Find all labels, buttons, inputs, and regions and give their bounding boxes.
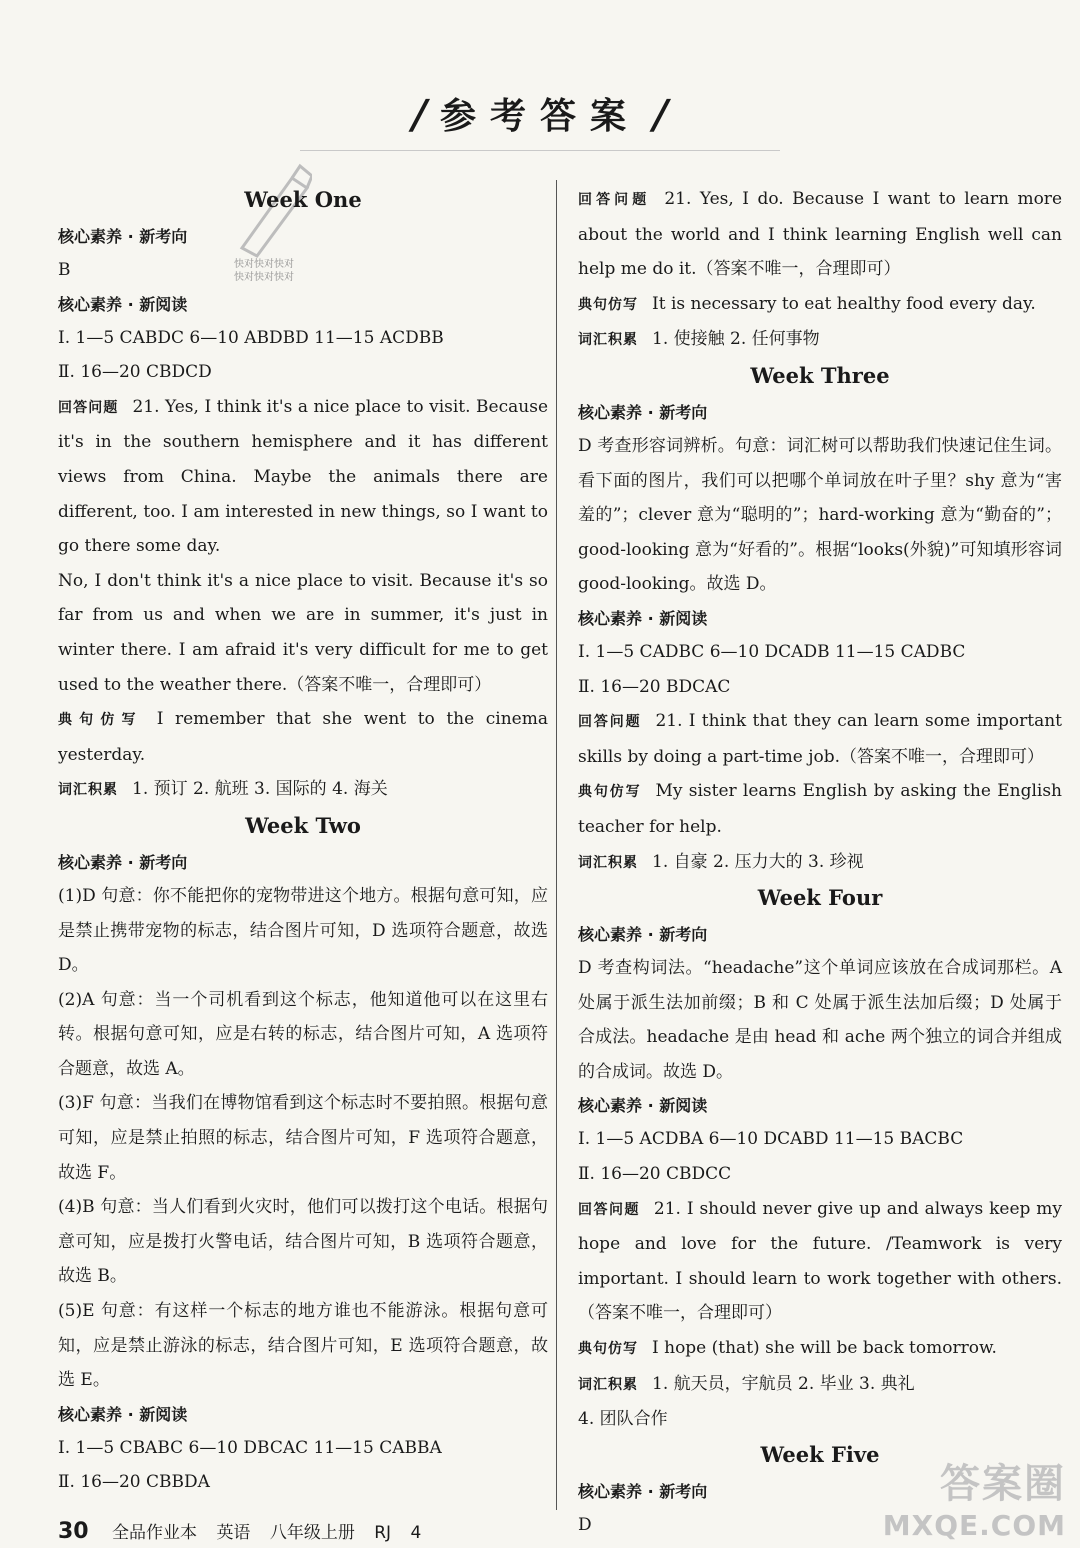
explanation-text: D 考查构词法。“headache”这个单词应该放在合成词那栏。A 处属于派生法加前缀；B 和 C 处属于派生法加后缀；D 处属于合成法。headache 是由 head 和 ache 两个独立的词合并组成的合成词。故选 D。 xyxy=(578,958,1062,1082)
page-number: 30 xyxy=(58,1519,89,1544)
sentence-paragraph xyxy=(578,287,1062,323)
qa-paragraph xyxy=(578,182,1062,287)
answer-text: D xyxy=(578,1514,592,1535)
column-divider xyxy=(556,180,557,1510)
section-label: 核心素养 · 新考向 xyxy=(58,852,188,872)
week-three-title: Week Three xyxy=(750,362,890,388)
qa-label: 回答问题 xyxy=(578,192,651,208)
page-footer xyxy=(58,1518,435,1544)
reading-answers-1: Ⅰ. 1—5 CABDC 6—10 ABDBD 11—15 ACDBB xyxy=(58,327,444,348)
qa-paragraph xyxy=(578,704,1062,774)
qa-label: 回答问题 xyxy=(58,399,119,416)
subject: 英语 xyxy=(216,1523,251,1543)
qa-paragraph xyxy=(578,1192,1062,1331)
watermark-stamp-line-2: 快对快对快对 xyxy=(234,272,294,283)
site-watermark-bottom: MXQE.COM xyxy=(882,1509,1066,1542)
qa-text: 21. Yes, I do. Because I want to learn more about the world and I think learning English well can help me do it.（答案不唯一，合理即可） xyxy=(578,189,1062,280)
explanation-item: (3)F 句意：当我们在博物馆看到这个标志时不要拍照。根据句意可知，应是禁止拍照的标志，结合图片可知，F 选项符合题意，故选 F。 xyxy=(58,1093,548,1183)
vocab-label: 词汇积累 xyxy=(578,332,638,349)
sentence-text: I remember that she went to the cinema yesterday. xyxy=(58,709,548,765)
sentence-paragraph xyxy=(58,702,548,772)
qa-text: 21. Yes, I think it's a nice place to visit. Because it's in the southern hemisphere and it has different views from China. Maybe the animals there are different, too. I am interested in new things, so I want to go there some day. xyxy=(58,396,548,557)
explanation-item: (1)D 句意：你不能把你的宠物带进这个地方。根据句意可知，应是禁止携带宠物的标志，结合图片可知，D 选项符合题意，故选 D。 xyxy=(58,885,548,976)
qa-paragraph xyxy=(58,390,548,564)
reading-answers-2: Ⅱ. 16—20 BDCAC xyxy=(578,676,731,697)
reading-answers-2: Ⅱ. 16—20 CBBDA xyxy=(58,1472,210,1493)
vocab-text: 1. 预订 2. 航班 3. 国际的 4. 海关 xyxy=(132,779,388,800)
reading-answers-2: Ⅱ. 16—20 CBDCD xyxy=(58,362,212,383)
week-one-title: Week One xyxy=(244,187,362,212)
vocab-text: 1. 使接触 2. 任何事物 xyxy=(652,329,820,350)
sentence-paragraph xyxy=(578,1331,1062,1367)
section-label: 核心素养 · 新考向 xyxy=(578,402,708,422)
explanation-item: (4)B 句意：当人们看到火灾时，他们可以拨打这个电话。根据句意可知，应是拨打火警电话，结合图片可知，B 选项符合题意，故选 B。 xyxy=(58,1197,548,1287)
qa-label: 回答问题 xyxy=(578,1201,640,1218)
vocab-line xyxy=(578,322,1062,358)
site-watermark-logo xyxy=(883,1452,1066,1542)
section-label: 核心素养 · 新阅读 xyxy=(58,294,188,314)
right-column xyxy=(578,182,1062,1542)
banner-slash-left: / xyxy=(407,92,432,138)
sentence-label: 典句仿写 xyxy=(578,784,642,801)
page-title: 参考答案 xyxy=(439,96,640,137)
book-name: 全品作业本 xyxy=(112,1523,198,1543)
week-five-title: Week Five xyxy=(760,1441,880,1467)
vocab-label: 词汇积累 xyxy=(58,782,118,799)
explanation-text: D 考查形容词辨析。句意：词汇树可以帮助我们快速记住生词。看下面的图片，我们可以把哪个单词放在叶子里？shy 意为“害羞的”；clever 意为“聪明的”；hard-working 意为“勤奋的”；good-looking 意为“好看的”。根据“looks(外貌)”可知填形容词 good-looking。故选 D。 xyxy=(578,435,1062,595)
explanation-item: (5)E 句意：有这样一个标志的地方谁也不能游泳。根据句意可知，应是禁止游泳的标志，结合图片可知，E 选项符合题意，故选 E。 xyxy=(58,1301,548,1391)
sentence-paragraph xyxy=(578,774,1062,844)
reading-answers-1: Ⅰ. 1—5 CADBC 6—10 DCADB 11—15 CADBC xyxy=(578,641,966,662)
site-watermark-top: 答案圈 xyxy=(940,1461,1066,1507)
week-four-title: Week Four xyxy=(757,885,883,911)
explanation-item: (2)A 句意：当一个司机看到这个标志，他知道他可以在这里右转。根据句意可知，应是右转的标志，结合图片可知，A 选项符合题意，故选 A。 xyxy=(58,989,548,1079)
grade: 八年级上册 xyxy=(269,1523,355,1543)
week-two-title: Week Two xyxy=(245,812,361,838)
section-label: 核心素养 · 新阅读 xyxy=(578,1096,708,1116)
vocab-line xyxy=(58,772,548,808)
section-label: 核心素养 · 新考向 xyxy=(578,925,708,945)
volume-number: 4 xyxy=(410,1523,422,1543)
vocab-label: 词汇积累 xyxy=(578,854,638,871)
sentence-label: 典句仿写 xyxy=(58,712,143,729)
qa-text-2: No, I don't think it's a nice place to visit. Because it's so far from us and when we are in summer, it's just in winter there. I am afraid it's very difficult for me to get used to the weather there.（答案不唯一，合理即可） xyxy=(58,570,548,695)
answer-text: B xyxy=(58,260,71,280)
edition: RJ xyxy=(374,1523,392,1543)
vocab-text: 1. 自豪 2. 压力大的 3. 珍视 xyxy=(652,851,864,872)
qa-text: 21. I should never give up and always keep my hope and love for the future. /Teamwork is very important. I should learn to work together with others.（答案不唯一，合理即可） xyxy=(578,1198,1062,1324)
sentence-text: My sister learns English by asking the English teacher for help. xyxy=(578,781,1062,837)
section-label: 核心素养 · 新阅读 xyxy=(578,608,708,628)
section-label: 核心素养 · 新阅读 xyxy=(58,1404,188,1424)
reading-answers-1: Ⅰ. 1—5 CBABC 6—10 DBCAC 11—15 CABBA xyxy=(58,1437,442,1458)
reading-answers-2: Ⅱ. 16—20 CBDCC xyxy=(578,1164,732,1185)
header-rule xyxy=(300,150,780,151)
sentence-label: 典句仿写 xyxy=(578,1341,638,1358)
reading-answers-1: Ⅰ. 1—5 ACDBA 6—10 DCABD 11—15 BACBC xyxy=(578,1129,964,1150)
section-label: 核心素养 · 新考向 xyxy=(578,1481,708,1501)
qa-text: 21. I think that they can learn some important skills by doing a part-time job.（答案不唯一，合理即可） xyxy=(578,711,1062,767)
sentence-label: 典句仿写 xyxy=(578,296,638,313)
qa-label: 回答问题 xyxy=(578,714,642,731)
answer-key-banner xyxy=(0,88,1080,139)
vocab-text: 1. 航天员，宇航员 2. 毕业 3. 典礼 xyxy=(652,1373,915,1394)
vocab-label: 词汇积累 xyxy=(578,1376,638,1393)
watermark-stamp-line-1: 快对快对快对 xyxy=(234,259,294,270)
left-column xyxy=(58,182,548,1500)
sentence-text: I hope (that) she will be back tomorrow. xyxy=(652,1338,997,1359)
section-label: 核心素养 · 新考向 xyxy=(58,227,188,246)
vocab-line xyxy=(578,1367,1062,1403)
sentence-text: It is necessary to eat healthy food every day. xyxy=(652,293,1036,314)
banner-slash-right: / xyxy=(648,92,673,138)
vocab-line-2: 4. 团队合作 xyxy=(578,1409,668,1430)
vocab-line xyxy=(578,845,1062,881)
